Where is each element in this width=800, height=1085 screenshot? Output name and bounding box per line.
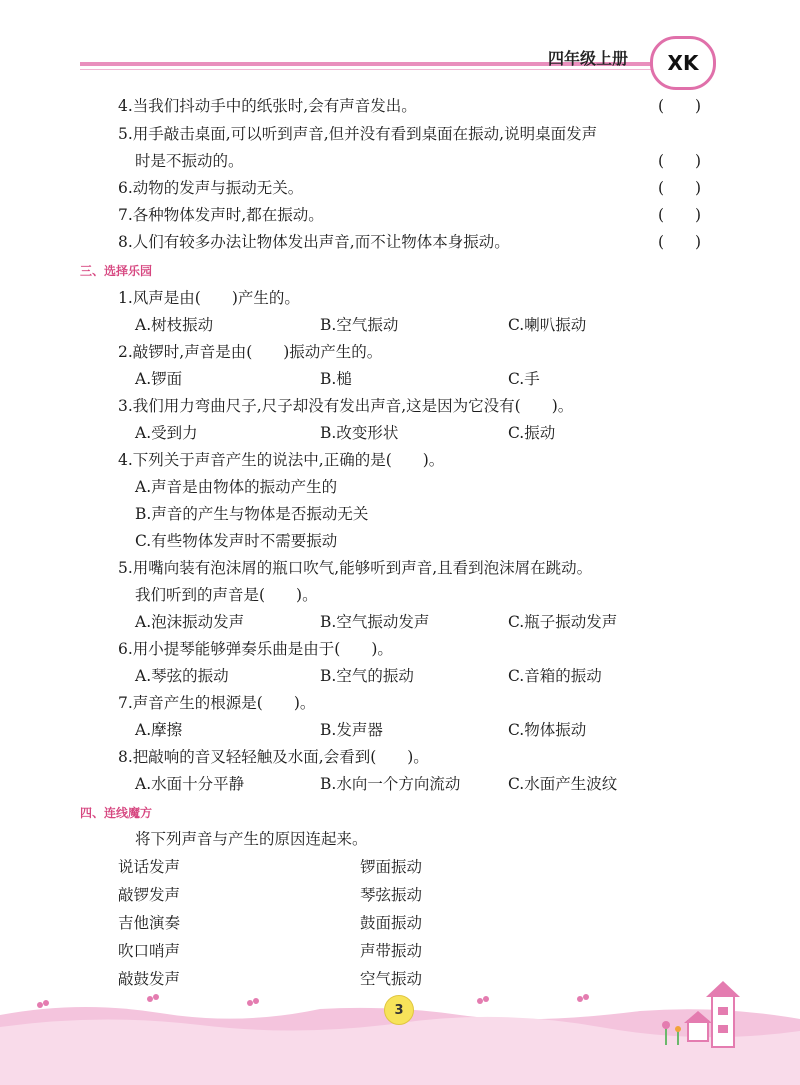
q3-option-c: C.振动	[508, 424, 556, 442]
section-4-title: 四、连线魔方	[80, 806, 153, 820]
tf-item-8: 8.人们有较多办法让物体发出声音,而不让物体本身振动。	[118, 233, 510, 251]
q1-option-b: B.空气振动	[320, 316, 399, 334]
question-5-cont: 我们听到的声音是( )。	[135, 586, 318, 604]
q6-option-b: B.空气的振动	[320, 667, 414, 685]
tf-answer-6: ( )	[658, 179, 702, 197]
q4-option-b: B.声音的产生与物体是否振动无关	[135, 505, 369, 523]
lighthouse-icon	[706, 981, 740, 1047]
q3-option-a: A.受到力	[135, 424, 198, 442]
q6-option-c: C.音箱的振动	[508, 667, 602, 685]
tf-item-5: 5.用手敲击桌面,可以听到声音,但并没有看到桌面在振动,说明桌面发声	[118, 125, 598, 143]
q5-option-c: C.瓶子振动发声	[508, 613, 618, 631]
match-right-3[interactable]: 鼓面振动	[360, 914, 423, 932]
q5-option-a: A.泡沫振动发声	[135, 613, 245, 631]
tf-item-6: 6.动物的发声与振动无关。	[118, 179, 304, 197]
q2-option-a: A.锣面	[135, 370, 183, 388]
sprout-icons	[37, 994, 589, 1008]
q2-option-b: B.槌	[320, 370, 352, 388]
page-number: 3	[384, 995, 414, 1025]
match-right-4[interactable]: 声带振动	[360, 942, 423, 960]
q8-option-a: A.水面十分平静	[135, 775, 245, 793]
match-left-2[interactable]: 敲锣发声	[118, 886, 181, 904]
q7-option-b: B.发声器	[320, 721, 383, 739]
tf-item-4: 4.当我们抖动手中的纸张时,会有声音发出。	[118, 97, 417, 115]
match-left-5[interactable]: 敲鼓发声	[118, 970, 181, 988]
footer-decoration	[0, 975, 800, 1085]
match-left-4[interactable]: 吹口哨声	[118, 942, 181, 960]
q4-option-a: A.声音是由物体的振动产生的	[135, 478, 338, 496]
tf-item-7: 7.各种物体发声时,都在振动。	[118, 206, 324, 224]
question-1: 1.风声是由( )产生的。	[118, 289, 300, 307]
q6-option-a: A.琴弦的振动	[135, 667, 229, 685]
question-7: 7.声音产生的根源是( )。	[118, 694, 316, 712]
q2-option-c: C.手	[508, 370, 540, 388]
tf-item-5-cont: 时是不振动的。	[135, 152, 244, 170]
q7-option-c: C.物体振动	[508, 721, 587, 739]
q3-option-b: B.改变形状	[320, 424, 399, 442]
question-6: 6.用小提琴能够弹奏乐曲是由于( )。	[118, 640, 393, 658]
match-left-1[interactable]: 说话发声	[118, 858, 181, 876]
q4-option-c: C.有些物体发声时不需要振动	[135, 532, 338, 550]
edition-badge: XK	[650, 36, 716, 90]
q8-option-c: C.水面产生波纹	[508, 775, 618, 793]
q5-option-b: B.空气振动发声	[320, 613, 430, 631]
q1-option-c: C.喇叭振动	[508, 316, 587, 334]
q8-option-b: B.水向一个方向流动	[320, 775, 461, 793]
match-left-3[interactable]: 吉他演奏	[118, 914, 181, 932]
match-right-2[interactable]: 琴弦振动	[360, 886, 423, 904]
matching-instruction: 将下列声音与产生的原因连起来。	[135, 830, 368, 848]
header-rule-thin	[80, 69, 680, 70]
question-8: 8.把敲响的音叉轻轻触及水面,会看到( )。	[118, 748, 429, 766]
tf-answer-4: ( )	[658, 97, 702, 115]
q7-option-a: A.摩擦	[135, 721, 183, 739]
tf-answer-7: ( )	[658, 206, 702, 224]
question-3: 3.我们用力弯曲尺子,尺子却没有发出声音,这是因为它没有( )。	[118, 397, 574, 415]
grade-label: 四年级上册	[548, 49, 629, 68]
question-2: 2.敲锣时,声音是由( )振动产生的。	[118, 343, 383, 361]
question-4: 4.下列关于声音产生的说法中,正确的是( )。	[118, 451, 445, 469]
match-right-1[interactable]: 锣面振动	[360, 858, 423, 876]
section-3-title: 三、选择乐园	[80, 264, 153, 278]
question-5: 5.用嘴向装有泡沫屑的瓶口吹气,能够听到声音,且看到泡沫屑在跳动。	[118, 559, 593, 577]
q1-option-a: A.树枝振动	[135, 316, 214, 334]
match-right-5[interactable]: 空气振动	[360, 970, 423, 988]
tf-answer-8: ( )	[658, 233, 702, 251]
tf-answer-5: ( )	[658, 152, 702, 170]
